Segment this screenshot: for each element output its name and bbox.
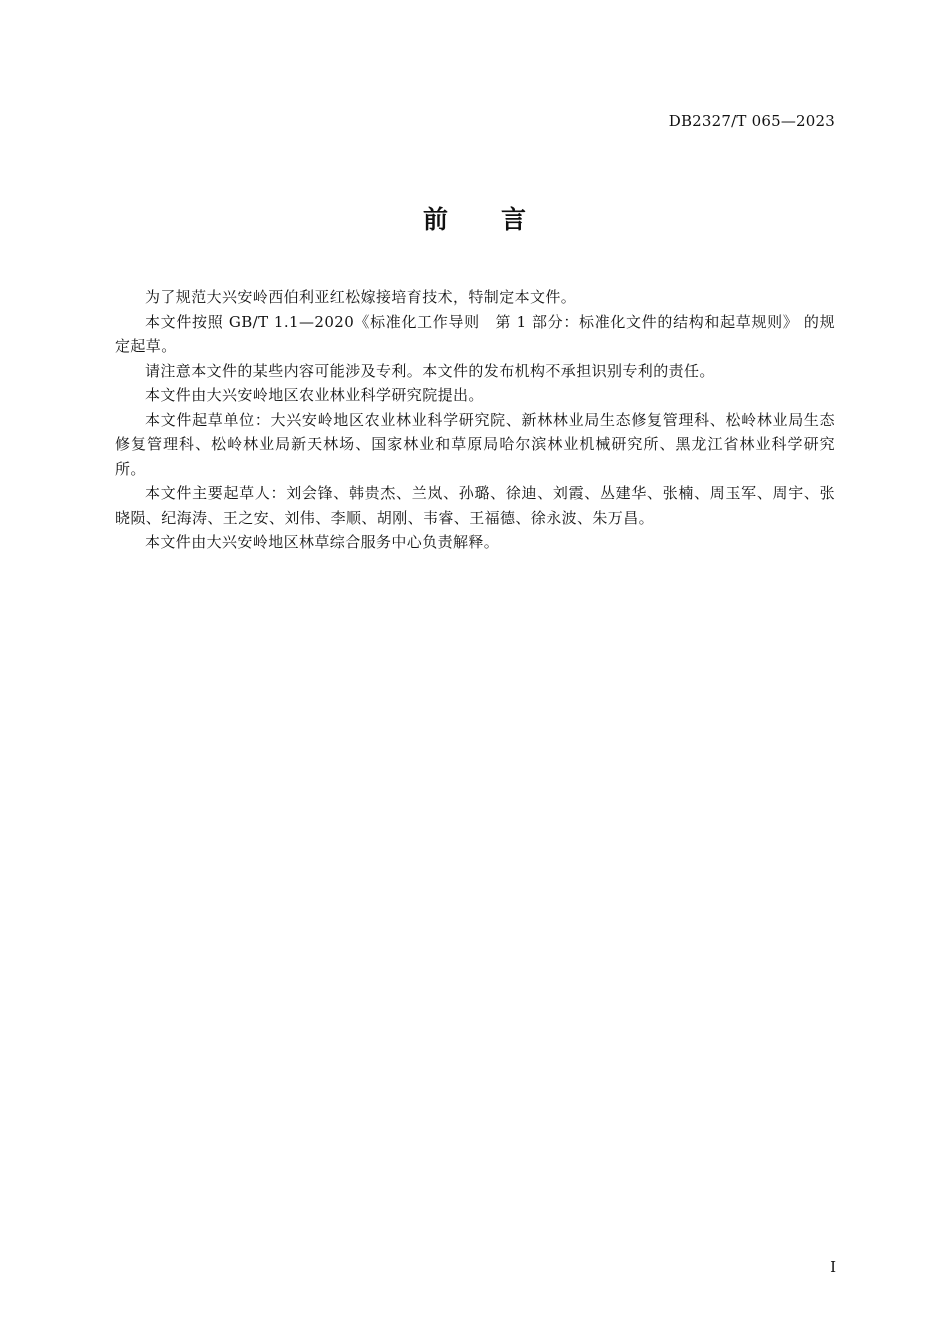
title-char-1: 前 bbox=[422, 205, 449, 234]
title-char-2: 言 bbox=[501, 205, 528, 234]
section-title bbox=[0, 200, 950, 236]
paragraph-purpose: 为了规范大兴安岭西伯利亚红松嫁接培育技术，特制定本文件。 bbox=[145, 288, 577, 306]
foreword-body bbox=[115, 285, 835, 555]
paragraph-drafting-rules: 本文件按照 GB/T 1.1—2020《标准化工作导则 第 1 部分：标准化文件的结构和起草规则》 的规定起草。 bbox=[115, 312, 835, 355]
page-number: I bbox=[830, 1258, 836, 1276]
paragraph-drafters: 本文件主要起草人：刘会锋、韩贵杰、兰岚、孙璐、徐迪、刘霞、丛建华、张楠、周玉军、周宇、张晓陨、纪海涛、王之安、刘伟、李顺、胡刚、韦睿、王福德、徐永波、朱万昌。 bbox=[115, 484, 835, 527]
paragraph-patent-notice: 请注意本文件的某些内容可能涉及专利。本文件的发布机构不承担识别专利的责任。 bbox=[145, 361, 715, 380]
paragraph-proposer: 本文件由大兴安岭地区农业林业科学研究院提出。 bbox=[145, 386, 484, 404]
paragraph-drafting-units: 本文件起草单位：大兴安岭地区农业林业科学研究院、新林林业局生态修复管理科、松岭林业局生态修复管理科、松岭林业局新天林场、国家林业和草原局哈尔滨林业机械研究所、黑龙江省林业科学研究所。 bbox=[115, 410, 835, 478]
paragraph-interpretation: 本文件由大兴安岭地区林草综合服务中心负责解释。 bbox=[145, 533, 500, 551]
document-code: DB2327/T 065—2023 bbox=[668, 112, 835, 130]
